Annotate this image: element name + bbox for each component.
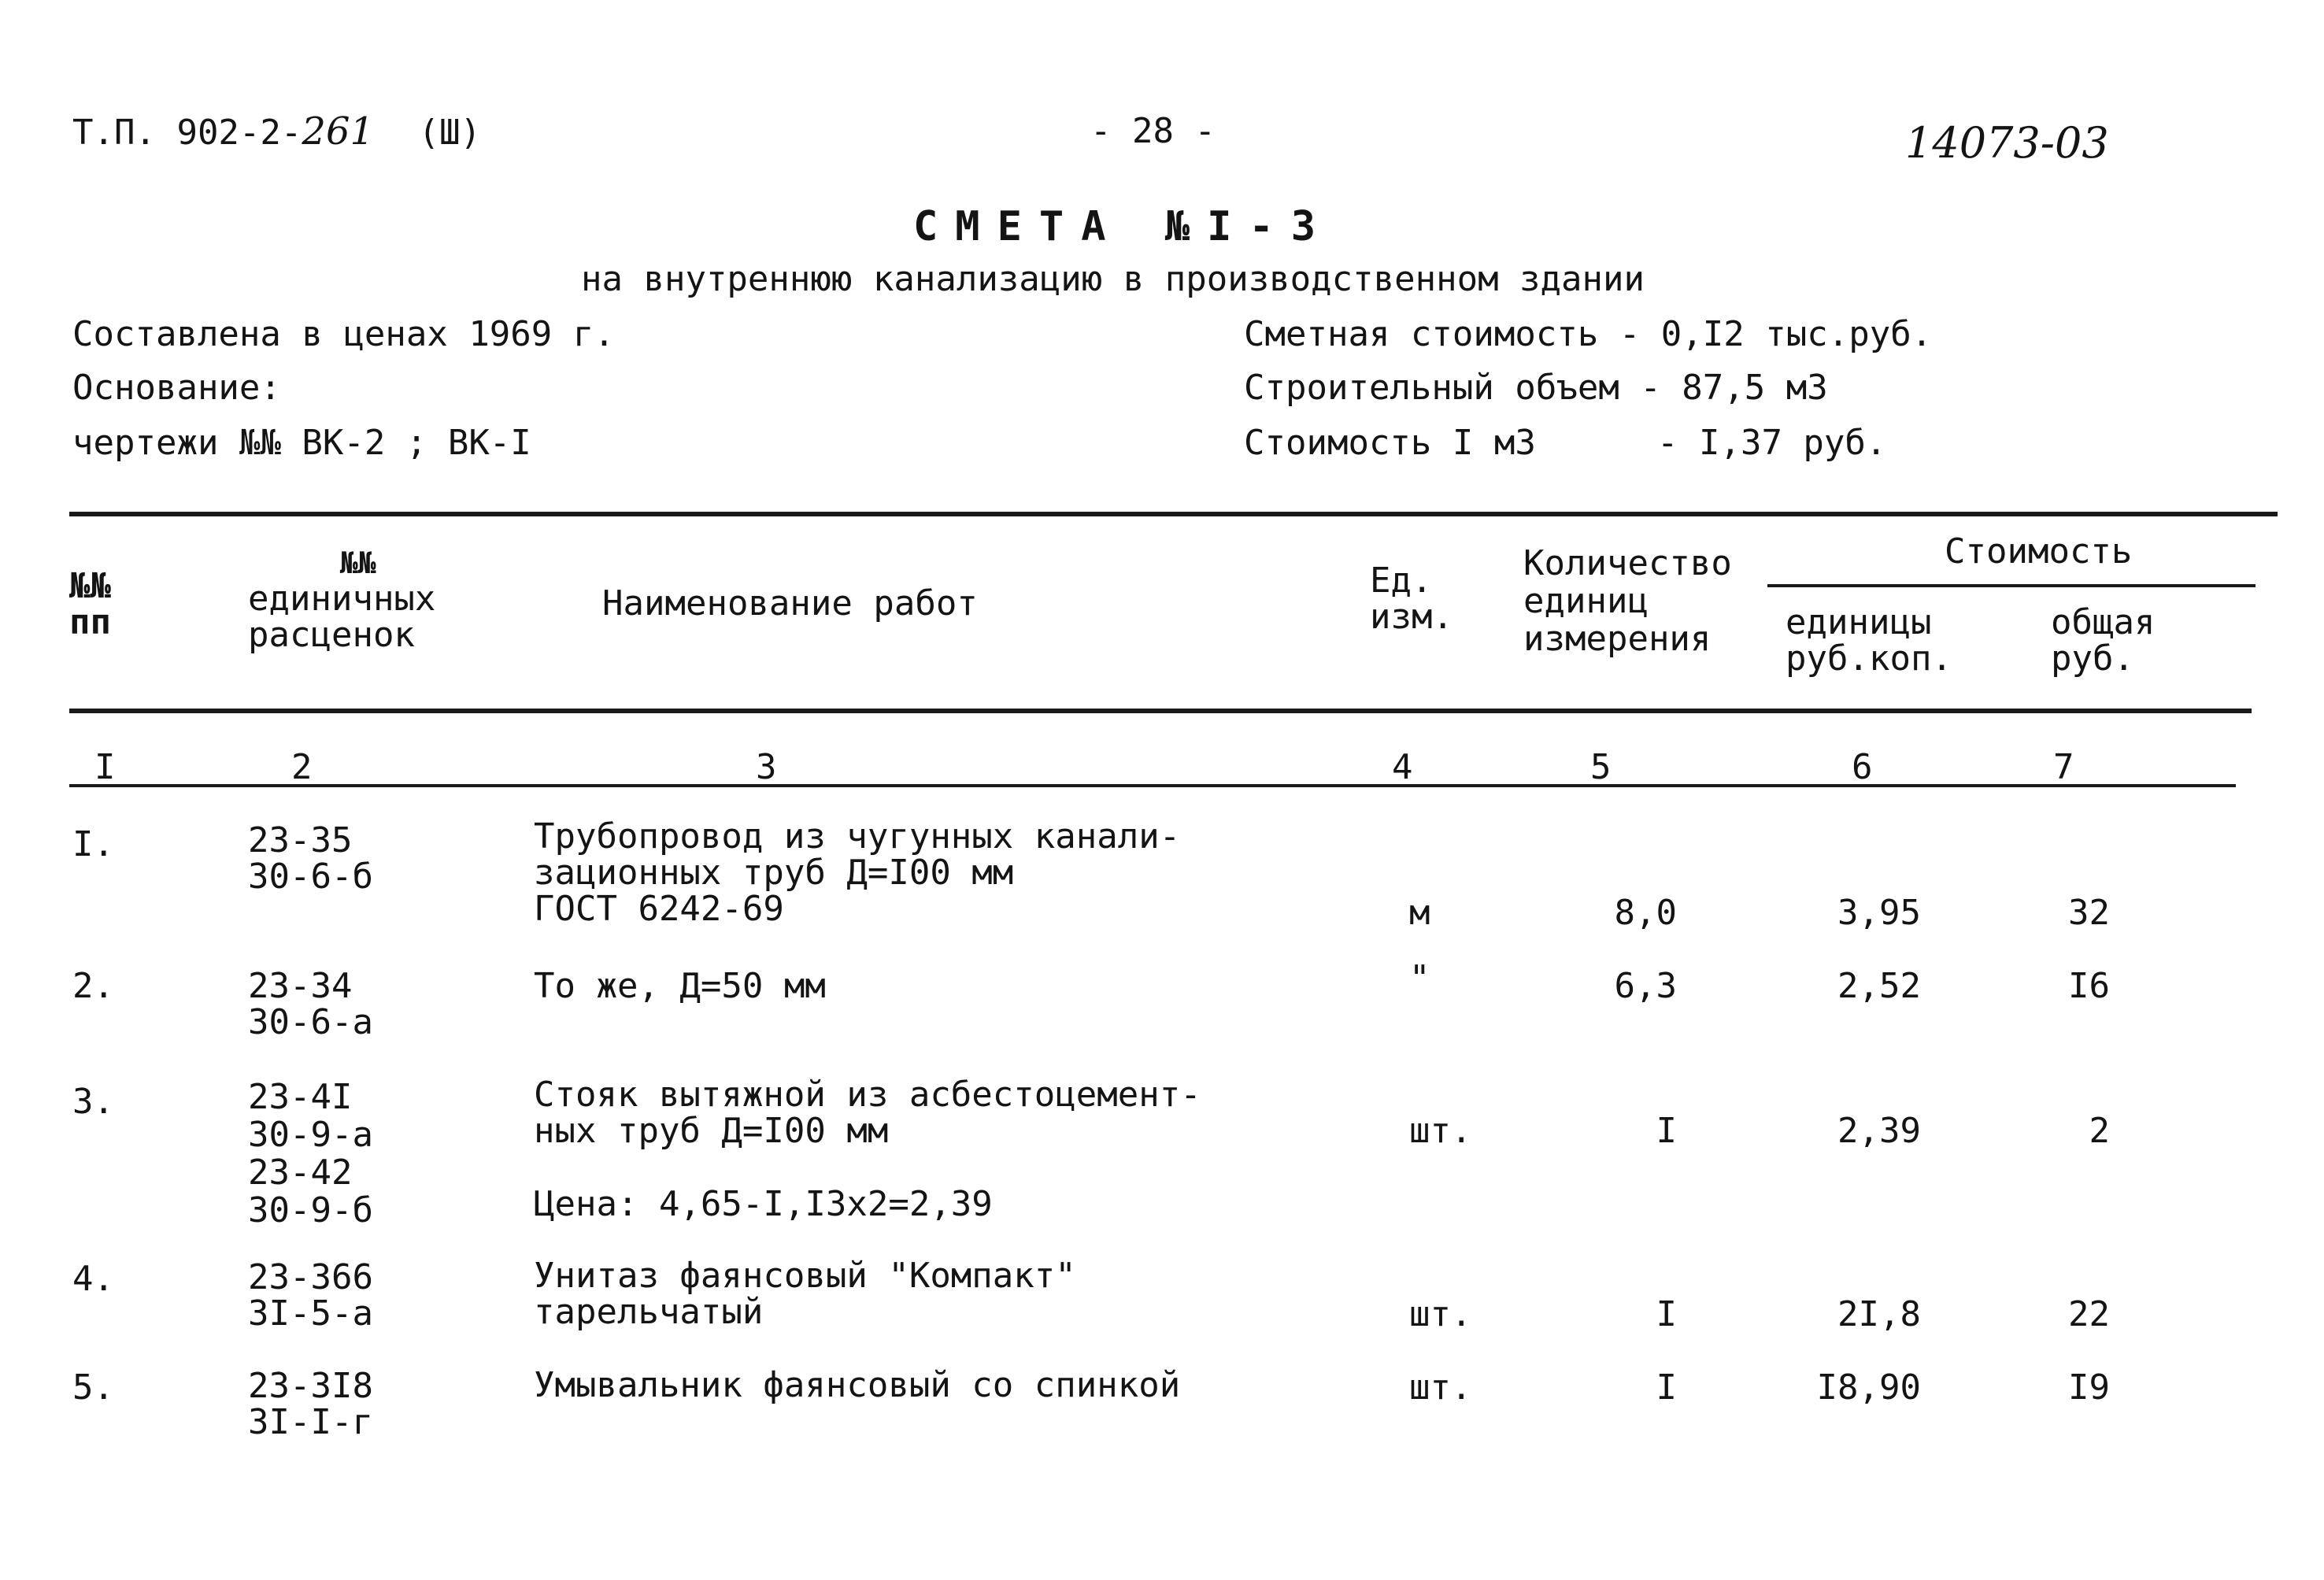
table-row-name: То же, Д=50 мм — [534, 966, 826, 1006]
table-row-qty: 8,0 — [1614, 893, 1677, 933]
basis-label: Основание: — [72, 368, 281, 408]
table-row-note: Цена: 4,65-I,I3х2=2,39 — [534, 1184, 993, 1224]
header-codes-top: №№ — [340, 546, 376, 580]
table-row-number: 3. — [72, 1082, 114, 1122]
table-row-number: 2. — [72, 966, 114, 1006]
table-row-number: I. — [72, 824, 114, 864]
table-row-name: Умывальник фаянсовый со спинкой — [534, 1365, 1181, 1405]
table-row-qty: I — [1656, 1294, 1677, 1334]
column-number-1: I — [94, 747, 116, 787]
building-volume: Строительный объем - 87,5 м3 — [1244, 368, 1828, 408]
table-row-price: 3,95 — [1837, 893, 1921, 933]
table-row-unit: шт. — [1409, 1367, 1472, 1408]
table-row-name: Трубопровод из чугунных канали- зационных труб Д=I00 мм ГОСТ 6242-69 — [534, 816, 1181, 929]
column-number-7: 7 — [2053, 747, 2074, 787]
column-number-rule — [69, 784, 2236, 787]
table-row-price: 2,52 — [1837, 966, 1921, 1006]
page-subtitle: на внутреннюю канализацию в производственном здании — [581, 259, 1645, 299]
column-number-4: 4 — [1392, 747, 1413, 787]
unit-cost-label: Стоимость I м3 — [1244, 423, 1536, 463]
table-row-codes: 23-35 30-6-б — [248, 820, 373, 897]
header-row-number: №№ пп — [69, 566, 111, 642]
header-unit-price: единицы руб.коп. — [1786, 602, 1952, 679]
table-row-qty: I — [1656, 1367, 1677, 1408]
doc-number-handwritten: 14073-03 — [1905, 118, 2109, 168]
table-row-number: 5. — [72, 1367, 114, 1408]
table-row-qty: 6,3 — [1614, 966, 1677, 1006]
header-work-name: Наименование работ — [602, 583, 978, 623]
header-quantity: Количество единиц измерения — [1523, 543, 1732, 659]
table-row-price: 2,39 — [1837, 1111, 1921, 1151]
table-row-name: Стояк вытяжной из асбестоцемент- ных труб Д=I00 мм — [534, 1075, 1201, 1151]
project-code-printed: Т.П. 902-2- — [72, 113, 302, 153]
project-code-handwritten: 261 — [302, 109, 375, 154]
table-row-total: I6 — [2068, 966, 2110, 1006]
header-bottom-rule — [69, 709, 2252, 713]
unit-cost-value: - I,37 руб. — [1657, 423, 1887, 463]
table-row-codes: 23-3I8 3I-I-г — [248, 1366, 373, 1442]
column-number-5: 5 — [1590, 747, 1612, 787]
table-row-unit: м — [1409, 893, 1430, 933]
table-row-total: 22 — [2068, 1294, 2110, 1334]
table-row-codes: 23-34 30-6-а — [248, 966, 373, 1042]
header-total: общая руб. — [2051, 602, 2156, 679]
column-number-2: 2 — [291, 747, 313, 787]
table-row-qty: I — [1656, 1111, 1677, 1151]
project-code-suffix: (Ш) — [418, 113, 482, 153]
header-unit: Ед. изм. — [1370, 561, 1453, 637]
table-row-total: I9 — [2068, 1367, 2110, 1408]
cost-group-rule — [1767, 584, 2256, 587]
table-top-rule — [69, 512, 2278, 516]
page-title: СМЕТА №I-3 — [913, 203, 1334, 250]
page-number: - 28 - — [1090, 111, 1216, 151]
column-number-6: 6 — [1852, 747, 1873, 787]
table-row-number: 4. — [72, 1259, 114, 1299]
prices-year: Составлена в ценах 1969 г. — [72, 314, 615, 354]
table-row-unit: шт. — [1409, 1294, 1472, 1334]
table-row-name: Унитаз фаянсовый "Компакт" тарельчатый — [534, 1256, 1076, 1332]
table-row-unit: шт. — [1409, 1111, 1472, 1151]
header-codes: единичных расценок — [248, 579, 436, 655]
table-row-codes: 23-366 3I-5-а — [248, 1257, 373, 1334]
header-cost-group: Стоимость — [1945, 531, 2133, 572]
table-row-price: I8,90 — [1816, 1367, 1921, 1408]
table-row-codes: 23-4I 30-9-а 23-42 30-9-б — [248, 1077, 373, 1230]
drawings-ref: чертежи №№ ВК-2 ; ВК-I — [72, 423, 531, 463]
table-row-price: 2I,8 — [1837, 1294, 1921, 1334]
table-row-total: 2 — [2089, 1111, 2110, 1151]
column-number-3: 3 — [756, 747, 777, 787]
estimated-cost: Сметная стоимость - 0,I2 тыс.руб. — [1244, 314, 1933, 354]
table-row-total: 32 — [2068, 893, 2110, 933]
project-code — [72, 109, 482, 154]
table-row-unit: " — [1409, 958, 1430, 998]
